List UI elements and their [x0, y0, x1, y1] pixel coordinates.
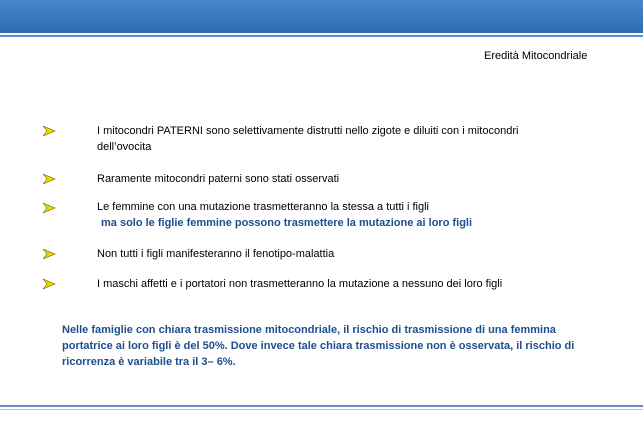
yellow-arrow-bullet-icon — [42, 278, 56, 290]
yellow-arrow-bullet-icon — [42, 248, 56, 260]
yellow-arrow-bullet-icon — [42, 125, 56, 137]
bullet-2-text: Raramente mitocondri paterni sono stati osservati — [97, 173, 340, 185]
yellow-arrow-bullet-icon — [42, 173, 56, 185]
bullet-1-line-2: dell’ovocita — [97, 141, 152, 153]
bullet-4-text: Non tutti i figli manifesteranno il fenotipo-malattia — [97, 248, 335, 260]
bullet-3-line-1: Le femmine con una mutazione trasmetteranno la stessa a tutti i figli — [97, 201, 430, 213]
slide-title: Eredità Mitocondriale — [484, 50, 588, 62]
header-divider — [0, 35, 643, 37]
summary-paragraph: Nelle famiglie con chiara trasmissione mitocondriale, il rischio di trasmissione di una femmina portatrice ai loro figli è del 50%. Dove invece tale chiara trasmissione non è osservata, il rischio di ricorrenza è variabile tra il 3– 6%. — [62, 324, 575, 368]
bullet-1-line-1: I mitocondri PATERNI sono selettivamente distrutti nello zigote e diluiti con i mitocondri — [97, 125, 519, 137]
bullet-5-text: I maschi affetti e i portatori non trasmetteranno la mutazione a nessuno dei loro figli — [97, 278, 503, 290]
footer-divider-thin — [0, 409, 643, 410]
yellow-arrow-bullet-icon — [42, 202, 56, 214]
header-band — [0, 0, 643, 33]
footer-divider — [0, 405, 643, 407]
bullet-3-line-2: ma solo le figlie femmine possono trasmettere la mutazione ai loro figli — [101, 217, 473, 229]
